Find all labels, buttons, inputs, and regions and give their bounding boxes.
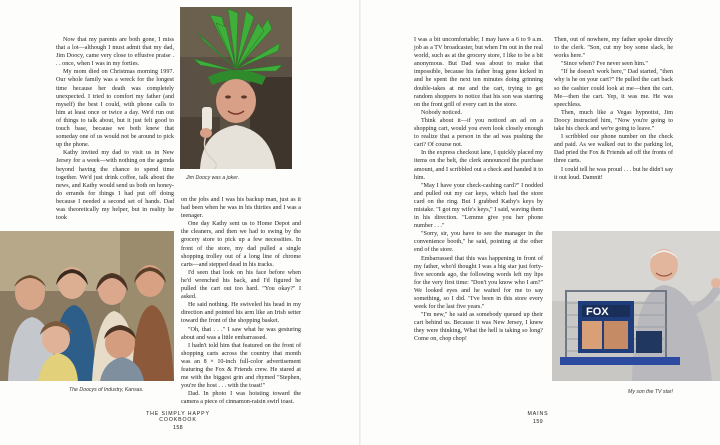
paragraph: He said nothing. He swiveled his head in my direction and pointed his arm like an Irish setter toward the front of the shopping basket. [181,302,301,325]
photo-caption-joker: Jim Doocy was a joker. [186,175,240,181]
paragraph: Embarrassed that this was happening in front of my father, who'd thought I was a big star just forty-five seconds ago, the following words left my lips for the very first time: "Don't you know who I am?" We looked eyes and he waited for me to say something, so I did. "I've been in this store every week for the last five years." [414,255,543,311]
paragraph: "If he doesn't work here," Dad started, "then why is he on your cart?" He pulled the cart back so the cashier could look at me—then the cart. Me—then the cart. Yep, it was me. He was speechless. [554,69,673,108]
page-number-left: 158 [173,425,183,431]
paragraph: "Since when? I've never seen him." [561,61,648,68]
paragraph: Now that my parents are both gone, I miss that a lot—although I must admit that my dad, Jim Doocy, came very close to effusive praise . . . once, when I was in my forties. [56,37,174,68]
paragraph: Dad. In photo I was hoisting toward the camera a piece of cinnamon-raisin swirl toast. [181,391,301,406]
paragraph: Think about it—if you noticed an ad on a shopping cart, would you even look closely enough to realize that a person in the ad was pushing the cart? Of course not. [414,117,543,149]
paragraph: I'd seen that look on his face before when he'd wrenched his back, and I'd figured he pulled the cart out too hard. "You okay?" I asked. [181,269,301,301]
paragraph: Nobody noticed. [421,109,462,116]
cart-sign-text: FOX [586,306,609,318]
paragraph: "Oh, that . . ." I saw what he was gesturing about and was a little embarrassed. [181,326,301,341]
book-title: THE SIMPLY HAPPY COOKBOOK [146,411,210,423]
paragraph: I hadn't told him that featured on the front of shopping carts across the country that month was an 8 × 10-inch full-color advertisement featuring the Fox & Friends crew. He stared at me with the biggest grin and rhymed "Stephen, you're the host . . . with the toast!" [181,342,301,390]
page-number-right: 159 [533,419,543,425]
photo-jim-doocy-joker [180,7,292,169]
photo-cart-image [552,231,720,381]
photo-caption-family: The Doocys of Industry, Kansas. [69,387,144,393]
paragraph: I was a bit uncomfortable; I may have a 6 to 9 a.m. job as a TV broadcaster, but when I'm out in the real world, such as at the grocery store, I like to be a bit anonymous. But Dad was about to make that impossible, because his father brag gene kicked in and he spent the next ten minutes doing grinning double-takes at me and the cart, trying to get random shoppers to notice that his son was starring on the front grill of every cart in the store. [414,37,543,108]
paragraph: "May I have your check-cashing card?" I nodded and pulled out my car keys, which had the store card on the ring. But I grabbed Kathy's keys by mistake. "I got my wife's keys," I said, waving them in his direction. "Lemme give you her phone number . . ." [414,182,543,230]
paragraph: on the jobs and I was his backup man, just as it had been when he was in his thirties and I was a teenager. [181,197,301,220]
section-title: MAINS [527,411,549,417]
photo-family-image [0,231,174,381]
footer-right [518,411,558,425]
paragraph: One day Kathy sent us to Home Depot and the cleaners, and then we had to swing by the grocery store to pick up a few necessities. In front of the store, my dad pulled a single shopping trolley out of a long line of chrome carts—and stepped dead in his tracks. [181,221,301,268]
paragraph: My mom died on Christmas morning 1997. Our whole family was a wreck for the longest time because her death was completely unexpected. I tried to comfort my father (and myself) the best I could, with phone calls to him at least once or twice a day. We'd run out of things to talk about, but it just felt good to touch base, because we both knew that someday one of us would not be around to pick up the phone. [56,69,174,149]
text-column-1 [56,36,174,222]
photo-doocy-family [0,231,174,381]
text-column-2 [181,196,301,406]
paragraph: Then, much like a Vegas hypnotist, Jim Doocy instructed him, "Now you're going to take his check and we're going to leave." [554,109,673,133]
photo-caption-tv-star: My son the TV star! [628,389,673,395]
paragraph: "Sorry, sir, you have to see the manager in the convenience booth," he said, pointing at the other end of the store. [414,231,543,254]
paragraph: "I'm new," he said as somebody queued up their cart behind us. Because it was New Jersey, I knew they were thinking, What the hell is taking so long? Come on, chop chop! [414,312,543,343]
paragraph: I scribbled our phone number on the check and paid. As we walked out to the parking lot, Dad pried the Fox & Friends ad off the fronts of three carts. [554,134,673,165]
paragraph: Kathy invited my dad to visit us in New Jersey for a week—with nothing on the agenda beyond having the chance to spend time together. We'd just drink coffee, talk about the news, and Kathy would send us both on honey-do errands for things I had put off doing because I needed a second set of hands. Dad was theoretically my helper, but in reality he took [56,150,174,222]
paragraph: Then, out of nowhere, my father spoke directly to the clerk. "Son, cut my boy some slack, he works here." [554,37,673,60]
photo-tv-star-cart [552,231,720,381]
paragraph: I could tell he was proud . . . but he didn't say it out loud. Damnit! [554,166,673,181]
paragraph: In the express checkout lane, I quickly placed my items on the belt, the clerk announced the purchase amount, and I scribbled out a check and handed it to him. [414,150,543,181]
photo-joker-image [180,7,292,169]
book-gutter [359,0,361,445]
footer-left [130,411,226,431]
text-column-4 [554,36,673,182]
text-column-3 [414,36,543,344]
